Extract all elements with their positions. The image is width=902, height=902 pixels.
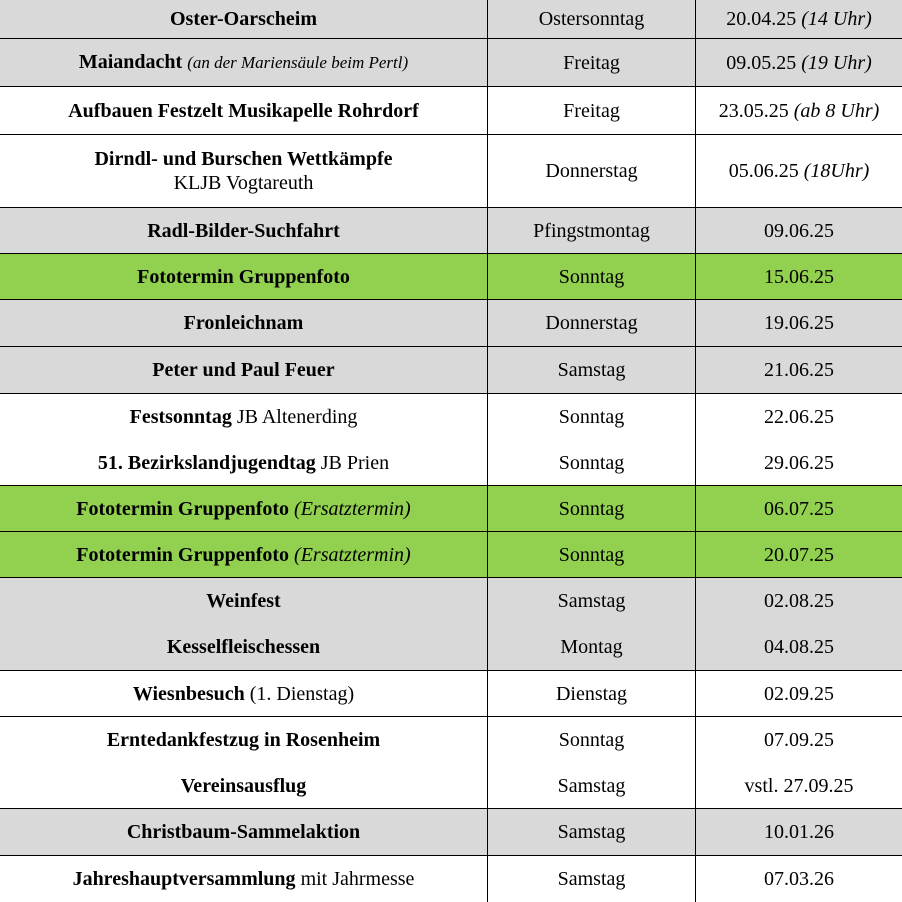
- event-cell: [0, 208, 487, 253]
- day-cell: [488, 39, 695, 86]
- event-cell: [0, 486, 487, 531]
- date-value: 07.03.26: [764, 868, 834, 890]
- event-name: Radl-Bilder-Suchfahrt: [147, 219, 340, 242]
- day-label: Freitag: [563, 51, 620, 74]
- row-divider: [0, 808, 902, 809]
- date-line: [764, 867, 834, 891]
- day-cell: [488, 254, 695, 299]
- event-line: [137, 265, 350, 289]
- table-row: [0, 624, 902, 670]
- date-line: [726, 51, 872, 75]
- day-cell: [488, 578, 695, 624]
- table-row: [0, 135, 902, 207]
- date-cell: [696, 394, 902, 440]
- day-cell: [488, 0, 695, 38]
- date-line: [726, 7, 872, 31]
- day-label: Donnerstag: [545, 312, 638, 334]
- day-label: Pfingstmontag: [533, 219, 650, 242]
- event-name: Fronleichnam: [183, 312, 304, 334]
- column-divider: [487, 0, 488, 902]
- day-cell: [488, 135, 695, 207]
- date-cell: [696, 87, 902, 134]
- day-cell: [488, 300, 695, 346]
- event-line: [184, 311, 304, 335]
- event-cell: [0, 135, 487, 207]
- date-value: vstl. 27.09.25: [744, 775, 854, 797]
- row-divider: [0, 531, 902, 532]
- event-line: [170, 7, 317, 31]
- event-extra: JB Altenerding: [236, 406, 358, 428]
- date-line: [764, 358, 834, 382]
- date-line: [764, 820, 834, 844]
- event-cell: [0, 39, 487, 86]
- event-name: Christbaum-Sammelaktion: [126, 821, 361, 843]
- date-cell: [696, 763, 902, 809]
- table-row: [0, 347, 902, 393]
- date-value: 21.06.25: [764, 359, 834, 381]
- event-extra: mit Jahrmesse: [300, 868, 415, 890]
- date-value: 22.06.25: [764, 406, 834, 428]
- event-extra: (1. Dienstag): [249, 683, 355, 705]
- day-cell: [488, 347, 695, 393]
- event-name: Dirndl- und Burschen Wettkämpfe: [94, 148, 393, 170]
- event-note: (Ersatztermin): [294, 543, 411, 566]
- table-row: [0, 578, 902, 624]
- event-cell: [0, 300, 487, 346]
- row-divider: [0, 86, 902, 87]
- date-line: [764, 405, 834, 429]
- date-cell: [696, 300, 902, 346]
- date-value: 09.05.25: [726, 51, 797, 74]
- row-divider: [0, 670, 902, 671]
- date-line: [719, 99, 880, 123]
- day-cell: [488, 624, 695, 670]
- date-note: (19 Uhr): [801, 51, 872, 74]
- day-cell: [488, 763, 695, 809]
- event-line: [79, 50, 408, 75]
- event-extra: JB Prien: [320, 452, 390, 474]
- event-cell: [0, 394, 487, 440]
- date-cell: [696, 0, 902, 38]
- event-name: Aufbauen Festzelt Musikapelle Rohrdorf: [68, 99, 419, 122]
- event-cell: [0, 856, 487, 902]
- day-cell: [488, 440, 695, 486]
- day-cell: [488, 394, 695, 440]
- date-cell: [696, 578, 902, 624]
- date-cell: [696, 254, 902, 299]
- row-divider: [0, 485, 902, 486]
- row-divider: [0, 38, 902, 39]
- event-cell: [0, 578, 487, 624]
- event-name: Wiesnbesuch: [132, 683, 245, 705]
- day-label: Ostersonntag: [538, 8, 645, 30]
- day-cell: [488, 856, 695, 902]
- date-value: 06.07.25: [764, 497, 834, 520]
- event-name: Vereinsausflug: [180, 775, 307, 797]
- event-line: [133, 682, 354, 706]
- day-label: Samstag: [557, 359, 626, 381]
- table-row: [0, 856, 902, 902]
- event-cell: [0, 87, 487, 134]
- date-value: 23.05.25: [718, 99, 789, 122]
- event-cell: [0, 809, 487, 855]
- event-cell: [0, 347, 487, 393]
- day-label: Freitag: [563, 99, 620, 122]
- event-name: Fototermin Gruppenfoto: [76, 543, 290, 566]
- date-value: 07.09.25: [764, 729, 834, 751]
- date-line: [764, 543, 834, 567]
- date-note: (14 Uhr): [801, 8, 872, 30]
- date-line: [764, 311, 834, 335]
- event-name: Kesselfleischessen: [166, 636, 321, 658]
- event-line: [68, 99, 419, 123]
- event-name: Maiandacht: [78, 51, 183, 73]
- date-line: [764, 589, 834, 613]
- date-value: 05.06.25: [728, 160, 799, 182]
- table-row: [0, 39, 902, 86]
- date-line: [764, 451, 834, 475]
- date-value: 19.06.25: [764, 312, 834, 334]
- event-name: Festsonntag: [129, 406, 232, 428]
- event-line: [127, 820, 360, 844]
- event-line: [167, 635, 320, 659]
- date-line: [764, 265, 834, 289]
- day-label: Sonntag: [558, 729, 625, 751]
- date-value: 02.09.25: [764, 683, 834, 705]
- event-name: Weinfest: [206, 590, 281, 612]
- date-value: 09.06.25: [764, 219, 834, 242]
- day-label: Sonntag: [558, 497, 625, 520]
- day-cell: [488, 208, 695, 253]
- event-line: [130, 405, 358, 429]
- day-cell: [488, 532, 695, 577]
- event-cell: [0, 763, 487, 809]
- event-line: [181, 774, 307, 798]
- event-cell: [0, 717, 487, 763]
- date-line: [764, 682, 834, 706]
- day-cell: [488, 809, 695, 855]
- date-cell: [696, 624, 902, 670]
- day-cell: [488, 717, 695, 763]
- date-cell: [696, 717, 902, 763]
- table-row: [0, 300, 902, 346]
- row-divider: [0, 393, 902, 394]
- date-line: [764, 635, 834, 659]
- event-line: [76, 497, 410, 521]
- event-cell: [0, 671, 487, 717]
- event-note: (Ersatztermin): [294, 497, 411, 520]
- day-label: Sonntag: [558, 543, 625, 566]
- row-divider: [0, 253, 902, 254]
- column-divider: [695, 0, 696, 902]
- table-row: [0, 254, 902, 299]
- table-row: [0, 208, 902, 253]
- day-label: Samstag: [557, 775, 626, 797]
- date-line: [745, 774, 854, 798]
- row-divider: [0, 577, 902, 578]
- day-label: Dienstag: [555, 683, 628, 705]
- day-label: Donnerstag: [545, 160, 638, 182]
- table-row: [0, 394, 902, 440]
- date-cell: [696, 671, 902, 717]
- event-subline: KLJB Vogtareuth: [173, 172, 314, 194]
- event-cell: [0, 0, 487, 38]
- event-line: [152, 358, 334, 382]
- date-value: 04.08.25: [764, 636, 834, 658]
- date-cell: [696, 809, 902, 855]
- date-value: 02.08.25: [764, 590, 834, 612]
- event-cell: [0, 440, 487, 486]
- table-row: [0, 809, 902, 855]
- date-value: 10.01.26: [764, 821, 834, 843]
- event-line: [147, 219, 340, 243]
- date-value: 29.06.25: [764, 452, 834, 474]
- row-divider: [0, 855, 902, 856]
- date-value: 20.07.25: [764, 543, 834, 566]
- table-row: [0, 532, 902, 577]
- date-cell: [696, 347, 902, 393]
- day-label: Montag: [560, 636, 623, 658]
- event-cell: [0, 532, 487, 577]
- event-cell: [0, 254, 487, 299]
- event-name: Jahreshauptversammlung: [72, 868, 296, 890]
- table-row: [0, 440, 902, 486]
- event-name: Fototermin Gruppenfoto: [137, 265, 350, 288]
- day-label: Sonntag: [558, 452, 625, 474]
- day-label: Samstag: [557, 821, 626, 843]
- table-row: [0, 671, 902, 717]
- day-label: Sonntag: [558, 406, 625, 428]
- event-line: [98, 451, 389, 475]
- event-name: Fototermin Gruppenfoto: [76, 497, 290, 520]
- date-value: 15.06.25: [764, 265, 834, 288]
- event-line: [76, 543, 410, 567]
- table-row: [0, 717, 902, 763]
- event-line: [107, 728, 380, 752]
- day-label: Sonntag: [558, 265, 625, 288]
- event-name: 51. Bezirkslandjugendtag: [97, 452, 316, 474]
- table-row: [0, 0, 902, 38]
- row-divider: [0, 346, 902, 347]
- row-divider: [0, 207, 902, 208]
- date-line: [764, 219, 834, 243]
- row-divider: [0, 134, 902, 135]
- event-name: Peter und Paul Feuer: [152, 359, 335, 381]
- day-label: Samstag: [557, 868, 626, 890]
- date-line: [764, 728, 834, 752]
- table-row: [0, 486, 902, 531]
- event-line: [94, 147, 392, 171]
- table-row: [0, 763, 902, 809]
- date-cell: [696, 486, 902, 531]
- date-cell: [696, 856, 902, 902]
- day-cell: [488, 671, 695, 717]
- date-cell: [696, 135, 902, 207]
- row-divider: [0, 716, 902, 717]
- row-divider: [0, 299, 902, 300]
- day-cell: [488, 87, 695, 134]
- date-value: 20.04.25: [726, 8, 797, 30]
- date-cell: [696, 208, 902, 253]
- date-note: (18Uhr): [803, 160, 870, 182]
- event-name: Oster-Oarscheim: [170, 8, 317, 30]
- event-note: (an der Mariensäule beim Pertl): [187, 53, 409, 72]
- date-note: (ab 8 Uhr): [793, 99, 880, 122]
- event-line: [206, 589, 280, 613]
- day-label: Samstag: [557, 590, 626, 612]
- table-row: [0, 87, 902, 134]
- event-line: [73, 867, 415, 891]
- day-cell: [488, 486, 695, 531]
- date-cell: [696, 532, 902, 577]
- event-name: Erntedankfestzug in Rosenheim: [106, 729, 381, 751]
- date-line: [729, 159, 870, 183]
- date-cell: [696, 39, 902, 86]
- date-cell: [696, 440, 902, 486]
- date-line: [764, 497, 834, 521]
- event-cell: [0, 624, 487, 670]
